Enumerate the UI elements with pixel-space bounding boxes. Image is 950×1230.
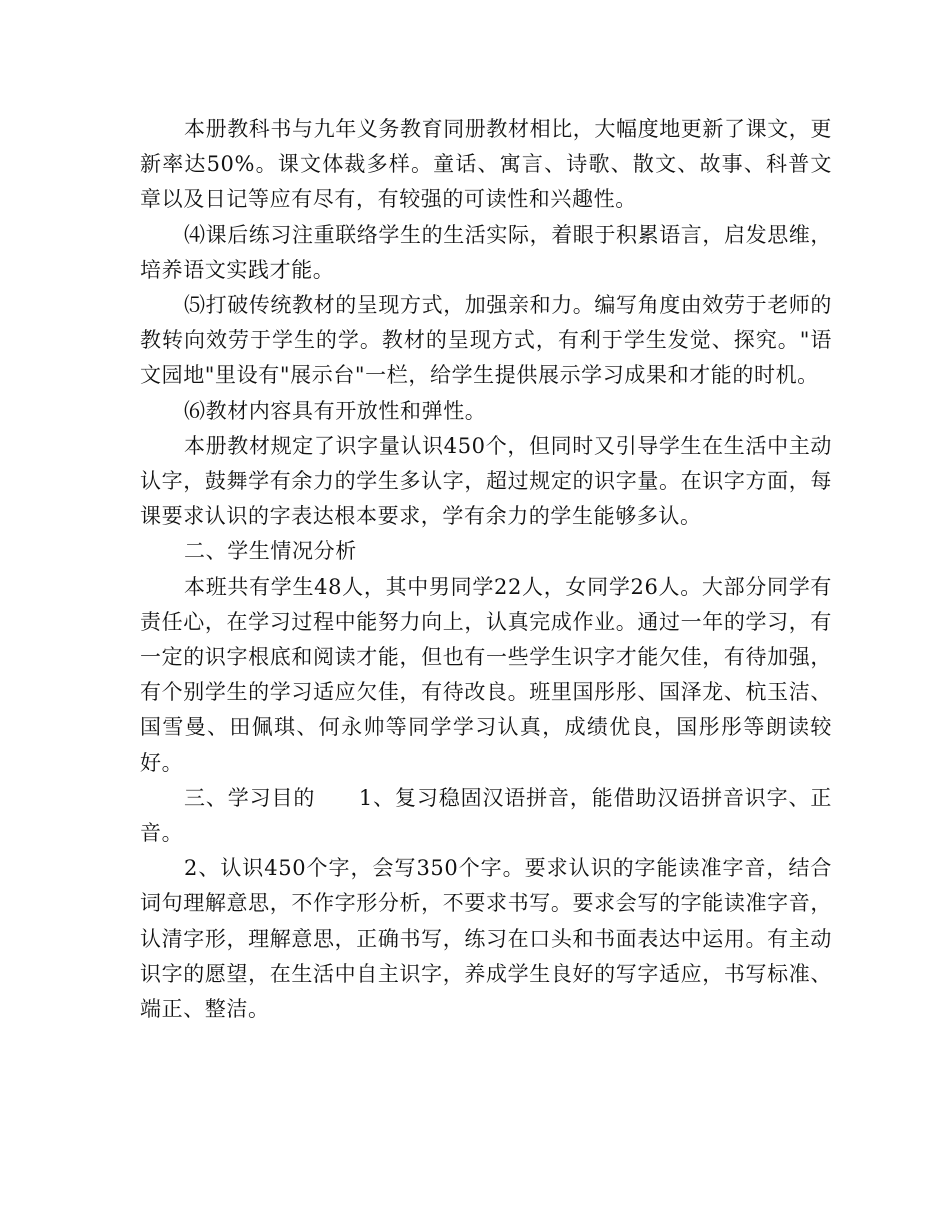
paragraph-presentation: ⑸打破传统教材的呈现方式，加强亲和力。编写角度由效劳于老师的教转向效劳于学生的学。教材的呈现方式，有利于学生发觉、探究。"语文园地"里设有"展示台"一栏，给学生提供展示学习成果和才能的时机。 [140, 293, 832, 388]
section-heading-student-analysis: 二、学生情况分析 [184, 539, 357, 564]
document-body [140, 112, 832, 1027]
section-heading-learning-goals: 三、学习目的 1、复习稳固汉语拼音，能借助汉语拼音识字、正音。 [140, 785, 832, 846]
paragraph-literacy-requirement: 本册教材规定了识字量认识450个，但同时又引导学生在生活中主动认字，鼓舞学有余力的学生多认字，超过规定的识字量。在识字方面，每课要求认识的字表达根本要求，学有余力的学生能够多认。 [140, 433, 832, 529]
paragraph-class-situation: 本班共有学生48人，其中男同学22人，女同学26人。大部分同学有责任心，在学习过程中能努力向上，认真完成作业。通过一年的学习，有一定的识字根底和阅读才能，但也有一些学生识字才能欠佳，有待加强，有个别学生的学习适应欠佳，有待改良。班里国彤彤、国泽龙、杭玉洁、国雪曼、田佩琪、何永帅等同学学习认真，成绩优良，国彤彤等朗读较好。 [140, 574, 832, 775]
paragraph-openness: ⑹教材内容具有开放性和弹性。 [184, 398, 487, 423]
paragraph-goal-2: 2、认识450个字，会写350个字。要求认识的字能读准字音，结合词句理解意思，不作字形分析，不要求书写。要求会写的字能读准字音，认清字形，理解意思，正确书写，练习在口头和书面表达中运用。有主动识字的愿望，在生活中自主识字，养成学生良好的写字适应，书写标准、端正、整洁。 [140, 856, 832, 1022]
paragraph-exercises: ⑷课后练习注重联络学生的生活实际，着眼于积累语言，启发思维，培养语文实践才能。 [140, 222, 832, 282]
paragraph-textbook-update: 本册教科书与九年义务教育同册教材相比，大幅度地更新了课文，更新率达50%。课文体裁多样。童话、寓言、诗歌、散文、故事、科普文章以及日记等应有尽有，有较强的可读性和兴趣性。 [140, 117, 832, 212]
